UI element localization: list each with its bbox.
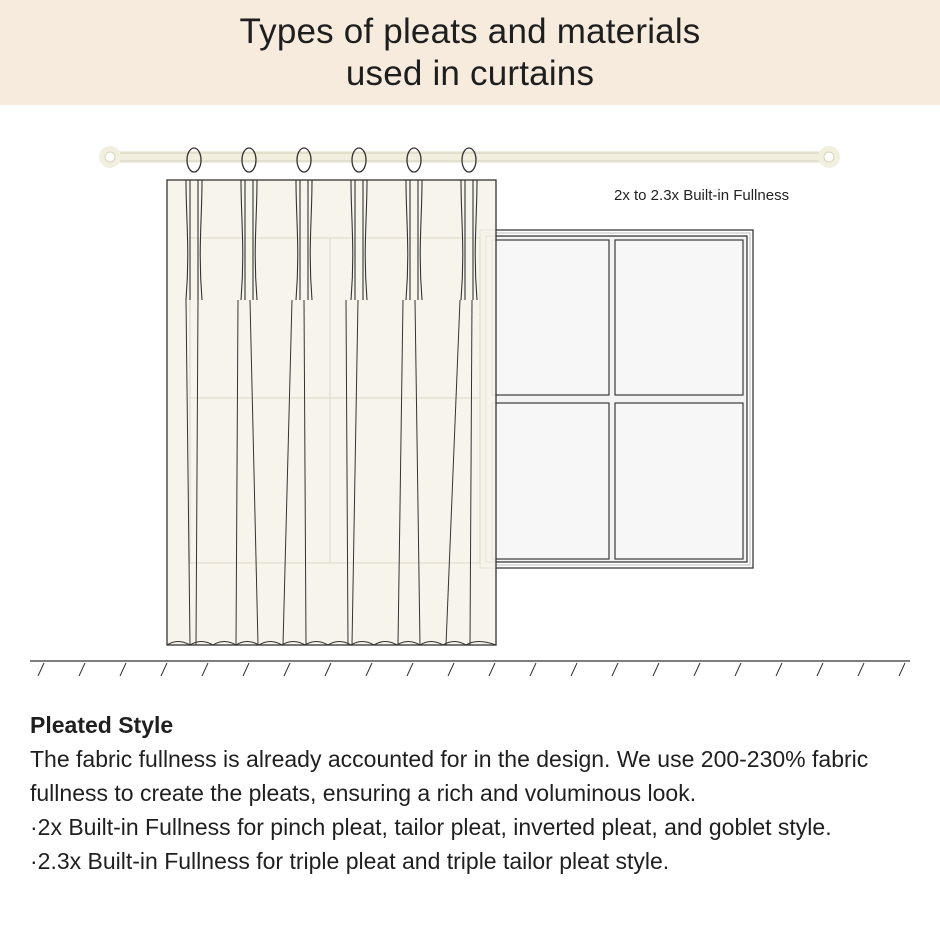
title-line-2: used in curtains bbox=[345, 53, 595, 93]
bullet-item: ·2x Built-in Fullness for pinch pleat, tailor pleat, inverted pleat, and goblet style. bbox=[30, 814, 832, 840]
curtain-rod bbox=[99, 146, 840, 168]
bullet-item: ·2.3x Built-in Fullness for triple pleat and triple tailor pleat style. bbox=[30, 848, 670, 874]
window-pane bbox=[492, 403, 609, 559]
description-paragraph: The fabric fullness is already accounted for in the design. We use 200-230% fabric fullness to create the pleats, ensuring a rich and voluminous look. bbox=[30, 746, 869, 806]
window-pane bbox=[492, 240, 609, 395]
curtain-diagram bbox=[0, 105, 940, 695]
section-title: Pleated Style bbox=[30, 712, 174, 738]
curtain-panel bbox=[167, 180, 496, 645]
header-banner bbox=[0, 0, 940, 105]
description-block bbox=[30, 708, 910, 878]
window-pane bbox=[615, 403, 743, 559]
fullness-label: 2x to 2.3x Built-in Fullness bbox=[614, 187, 790, 204]
window bbox=[480, 230, 753, 568]
window-pane bbox=[615, 240, 743, 395]
floor-line bbox=[30, 661, 910, 676]
title-line-1: Types of pleats and materials bbox=[239, 11, 701, 51]
